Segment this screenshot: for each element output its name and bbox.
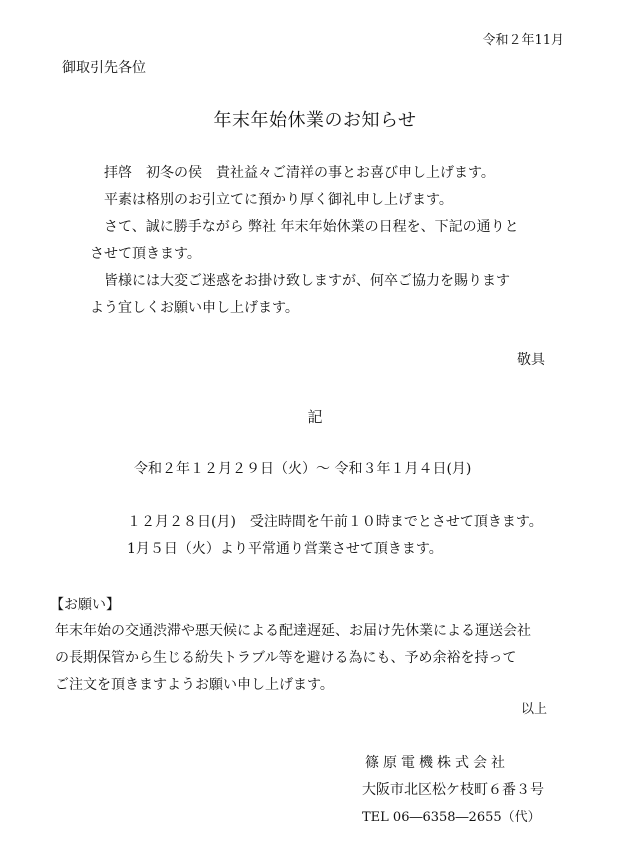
closing-keigu: 敬具 <box>517 352 545 368</box>
body-line-2: 平素は格別のお引立てに預かり厚く御礼申し上げます。 <box>104 192 453 208</box>
end-ijou: 以上 <box>520 702 547 717</box>
body-line-3: さて、誠に勝手ながら 弊社 年末年始休業の日程を、下記の通りと <box>104 219 519 235</box>
document-title: 年末年始休業のお知らせ <box>213 110 417 131</box>
body-line-5: 皆様には大変ご迷惑をお掛け致しますが、何卒ご協力を賜ります <box>104 273 510 289</box>
note-order-cutoff: １２月２８日(月) 受注時間を午前１０時までとさせて頂きます。 <box>127 514 543 530</box>
company-address: 大阪市北区松ケ枝町６番３号 <box>362 782 544 798</box>
request-line-2: の長期保管から生じる紛失トラブル等を避ける為にも、予め余裕を持って <box>55 650 517 666</box>
company-name: 篠原電機株式会社 <box>365 755 509 771</box>
recipient: 御取引先各位 <box>62 60 146 76</box>
company-tel: TEL 06―6358―2655（代） <box>362 810 541 825</box>
note-resume: 1月５日（火）より平常通り営業させて頂きます。 <box>127 541 443 557</box>
body-line-6: よう宜しくお願い申し上げます。 <box>90 300 299 316</box>
body-line-1: 拝啓 初冬の侯 貴社益々ご清祥の事とお喜び申し上げます。 <box>104 165 495 181</box>
body-line-4: させて頂きます。 <box>90 246 201 262</box>
holiday-period: 令和２年１２月２９日（火）～ 令和３年１月４日(月) <box>134 461 472 477</box>
request-line-3: ご注文を頂きますようお願い申し上げます。 <box>55 677 334 693</box>
document-date: 令和２年11月 <box>482 33 564 48</box>
request-line-1: 年末年始の交通渋滞や悪天候による配達遅延、お届け先休業による運送会社 <box>55 623 531 639</box>
ki-heading: 記 <box>307 408 323 426</box>
request-heading: 【お願い】 <box>50 597 120 613</box>
